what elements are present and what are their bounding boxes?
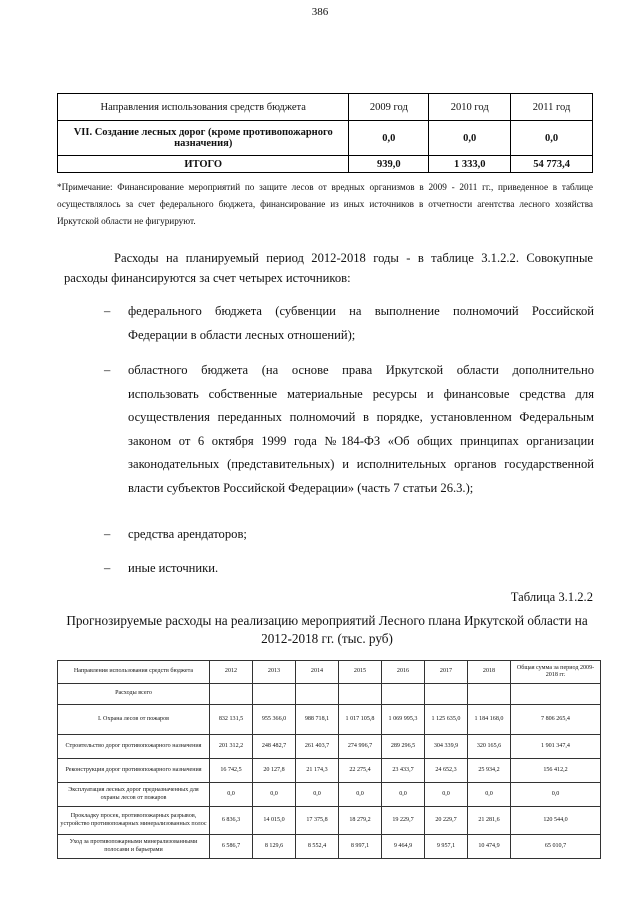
- table-footnote: *Примечание: Финансирование мероприятий по защите лесов от вредных организмов в 2009 - 2011 гг., приведенное в таблице осуществлялось за счет федерального бюджета, финансирование из иных источников в отчетности агентства лесного хозяйства Иркутской области не фигурируют.: [57, 182, 593, 226]
- table-cell: 8 129,6: [253, 835, 296, 859]
- table-cell: 8 552,4: [296, 835, 339, 859]
- table-cell: 21 281,6: [468, 807, 511, 835]
- table-cell: 6 836,3: [210, 807, 253, 835]
- table-cell: 0,0: [339, 783, 382, 807]
- table-cell: 1 125 635,0: [425, 705, 468, 735]
- table-cell: 320 165,6: [468, 735, 511, 759]
- list-item-text: иные источники.: [128, 561, 219, 575]
- table-cell: 120 544,0: [511, 807, 601, 835]
- table-cell: [468, 684, 511, 705]
- table-cell: 65 010,7: [511, 835, 601, 859]
- table-cell: 6 586,7: [210, 835, 253, 859]
- table-row: [58, 705, 601, 735]
- table-row: [58, 807, 601, 835]
- table-cell: 0,0: [296, 783, 339, 807]
- table-cell: 22 275,4: [339, 759, 382, 783]
- dash-bullet: –: [104, 527, 111, 541]
- table-cell: 1 184 168,0: [468, 705, 511, 735]
- table-row: [58, 759, 601, 783]
- list-item: [104, 300, 594, 347]
- table-cell: 16 742,5: [210, 759, 253, 783]
- table-cell: Реконструкция дорог противопожарного назначения: [58, 759, 210, 783]
- table-cell: 1 069 995,3: [382, 705, 425, 735]
- table-header-row: [58, 661, 601, 684]
- table-header-cell: Общая сумма за период 2009-2018 гг.: [511, 661, 601, 684]
- table-cell: 0,0: [349, 121, 429, 156]
- table-cell: 20 127,8: [253, 759, 296, 783]
- table-caption: Прогнозируемые расходы на реализацию мероприятий Лесного плана Иркутской области на 2012-2018 гг. (тыс. руб): [66, 613, 588, 646]
- table-cell: 21 174,3: [296, 759, 339, 783]
- table-row: [58, 835, 601, 859]
- table-cell: 19 229,7: [382, 807, 425, 835]
- table-cell: 939,0: [349, 156, 429, 173]
- table-cell: 20 229,7: [425, 807, 468, 835]
- table-cell: [253, 684, 296, 705]
- table-cell: 0,0: [382, 783, 425, 807]
- table-cell: [425, 684, 468, 705]
- table-cell: 9 464,9: [382, 835, 425, 859]
- page-number: 386: [311, 6, 329, 18]
- list-item-text: областного бюджета (на основе права Иркутской области дополнительно использовать собственные материальные ресурсы и финансовые средства для осуществления переданных полномочий в порядке, установленном Федеральным законом от 6 октября 1999 года №184-ФЗ «Об общих принципах организации законодательных (представительных) и исполнительных органов государственной власти субъектов Российской Федерации» (часть 7 статьи 26.3.);: [128, 363, 594, 495]
- table-cell: 955 366,0: [253, 705, 296, 735]
- table-cell: 0,0: [468, 783, 511, 807]
- dash-bullet: –: [104, 363, 111, 377]
- table-header-cell: 2014: [296, 661, 339, 684]
- table-cell: 304 339,9: [425, 735, 468, 759]
- table-row: [58, 783, 601, 807]
- table-cell: 0,0: [511, 121, 593, 156]
- table-cell: [511, 684, 601, 705]
- table-cell: 261 403,7: [296, 735, 339, 759]
- table-cell: 1 333,0: [429, 156, 511, 173]
- table-cell: Уход за противопожарными минерализованными полосами и барьерами: [58, 835, 210, 859]
- table-cell: 18 279,2: [339, 807, 382, 835]
- table-cell: 10 474,9: [468, 835, 511, 859]
- table-header-cell: 2018: [468, 661, 511, 684]
- table-cell: 201 312,2: [210, 735, 253, 759]
- table-cell: Строительство дорог противопожарного назначения: [58, 735, 210, 759]
- table-cell: 1 017 105,8: [339, 705, 382, 735]
- table-header-cell: 2017: [425, 661, 468, 684]
- table-cell: [210, 684, 253, 705]
- table-cell: 17 375,8: [296, 807, 339, 835]
- table-header-cell: 2009 год: [349, 94, 429, 121]
- table-cell: 0,0: [511, 783, 601, 807]
- table-cell: 1 901 347,4: [511, 735, 601, 759]
- table-row: [58, 684, 601, 705]
- table-cell: 8 997,1: [339, 835, 382, 859]
- dash-bullet: –: [104, 561, 111, 575]
- table-header-cell: Направления использования средств бюджета: [58, 661, 210, 684]
- table-cell: 274 996,7: [339, 735, 382, 759]
- table-header-row: [58, 94, 593, 121]
- table-cell: 289 296,5: [382, 735, 425, 759]
- table-cell: 988 718,1: [296, 705, 339, 735]
- table-cell: ИТОГО: [58, 156, 349, 173]
- table-header-cell: Направления использования средств бюджета: [58, 94, 349, 121]
- table-header-cell: 2012: [210, 661, 253, 684]
- table-cell: 0,0: [425, 783, 468, 807]
- table-header-cell: 2011 год: [511, 94, 593, 121]
- table-cell: VII. Создание лесных дорог (кроме противопожарного назначения): [58, 121, 349, 156]
- table-cell: Расходы всего: [58, 684, 210, 705]
- list-item-text: федерального бюджета (субвенции на выполнение полномочий Российской Федерации в области лесных отношений);: [128, 304, 594, 342]
- list-item: [104, 359, 594, 500]
- table-cell: [382, 684, 425, 705]
- list-item-text: средства арендаторов;: [128, 527, 247, 541]
- table-cell: I. Охрана лесов от пожаров: [58, 705, 210, 735]
- list-item: [104, 557, 594, 581]
- table-cell: 7 806 265,4: [511, 705, 601, 735]
- table-cell: 0,0: [429, 121, 511, 156]
- body-paragraph: Расходы на планируемый период 2012-2018 годы - в таблице 3.1.2.2. Совокупные расходы финансируются за счет четырех источников:: [64, 251, 593, 285]
- forecast-expenses-table: [57, 660, 601, 859]
- table-cell: 23 433,7: [382, 759, 425, 783]
- budget-table-2009-2011: [57, 93, 593, 173]
- table-header-cell: 2016: [382, 661, 425, 684]
- table-cell: 0,0: [210, 783, 253, 807]
- table-cell: 54 773,4: [511, 156, 593, 173]
- table-header-cell: 2015: [339, 661, 382, 684]
- table-row: [58, 121, 593, 156]
- table-total-row: [58, 156, 593, 173]
- table-cell: 248 482,7: [253, 735, 296, 759]
- dash-bullet: –: [104, 304, 111, 318]
- table-cell: [339, 684, 382, 705]
- table-cell: 25 934,2: [468, 759, 511, 783]
- list-item: [104, 523, 594, 547]
- table-cell: 0,0: [253, 783, 296, 807]
- table-label: Таблица 3.1.2.2: [510, 590, 593, 604]
- table-cell: [296, 684, 339, 705]
- table-cell: Эксплуатация лесных дорог предназначенных для охраны лесов от пожаров: [58, 783, 210, 807]
- table-row: [58, 735, 601, 759]
- table-cell: 9 957,1: [425, 835, 468, 859]
- table-cell: 14 015,0: [253, 807, 296, 835]
- table-cell: 156 412,2: [511, 759, 601, 783]
- table-header-cell: 2010 год: [429, 94, 511, 121]
- table-cell: 24 652,3: [425, 759, 468, 783]
- table-cell: 832 131,5: [210, 705, 253, 735]
- table-header-cell: 2013: [253, 661, 296, 684]
- table-cell: Прокладку просек, противопожарных разрывов, устройство противопожарных минерализованных полос: [58, 807, 210, 835]
